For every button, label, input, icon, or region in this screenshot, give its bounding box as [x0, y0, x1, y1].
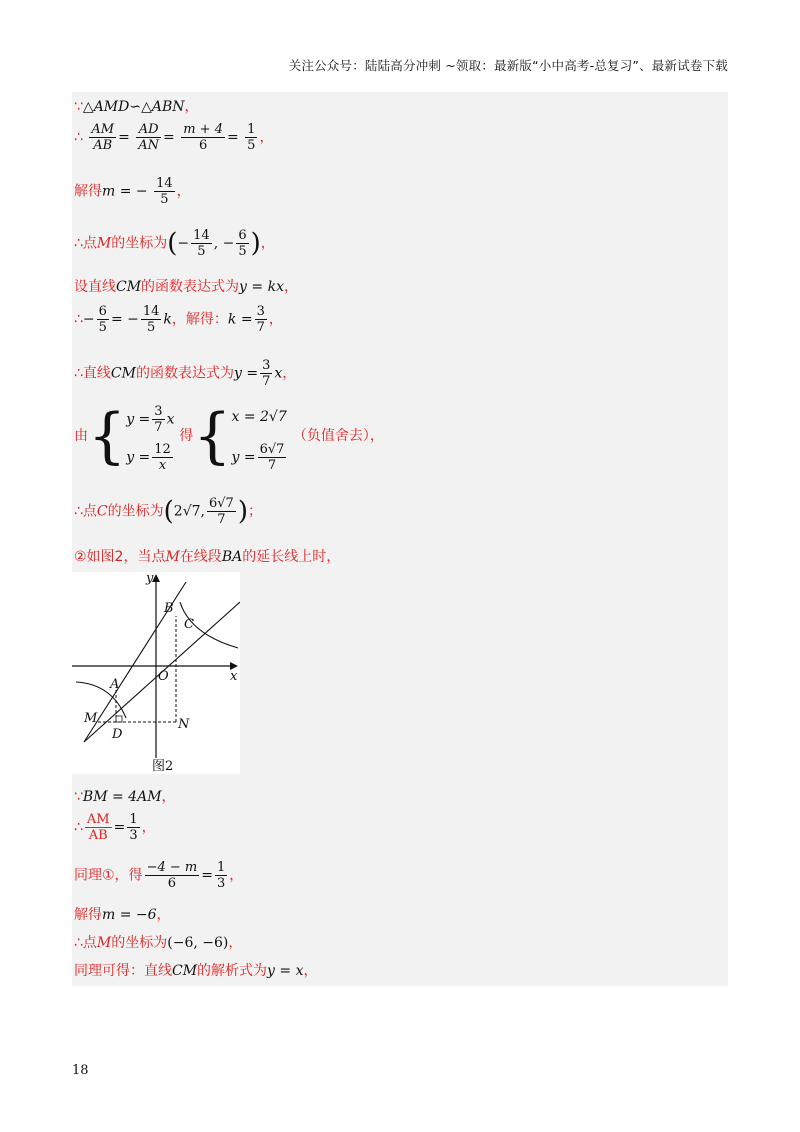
figure-2-diagram — [72, 572, 240, 774]
line-case-two: ②如图2，当点M在线段BA的延长线上时， — [74, 549, 341, 565]
label-d: D — [112, 727, 123, 742]
line-point-c: ∴点C的坐标为(2√7, $\frac{6√7}{7}$ )； — [74, 496, 262, 527]
fraction: $\frac{14}{5}$ — [156, 176, 173, 207]
line-similar-triangles: ∵△AMD∽△ABN， — [74, 99, 199, 115]
coordinate-diagram — [72, 572, 240, 774]
line-point-m: ∴点M的坐标为(− $\frac{14}{5}$ , − $\frac{6}{5}$ )， — [74, 228, 275, 259]
fraction: $\frac{AM}{AB}$ — [91, 122, 115, 153]
label-m: M — [84, 711, 98, 726]
page-header: 关注公众号：陆陆高分冲刺 ~领取：最新版“小中高考-总复习”、最新试卷下载 — [288, 58, 728, 73]
label-b: B — [164, 601, 174, 616]
fraction: $\frac{1}{5}$ — [247, 122, 256, 153]
line-cm-analytic: 同理可得：直线CM的解析式为y = x， — [74, 963, 318, 979]
line-solve-m: 解得m = − $\frac{14}{5}$ ， — [74, 176, 191, 207]
line-ratio: ∴ $\frac{AM}{AB}$ = $\frac{AD}{AN}$ = $\frac{m + 4}{6}$ = $\frac{1}{5}$ ， — [74, 122, 274, 153]
fraction: $\frac{m + 4}{6}$ — [183, 122, 223, 153]
line-solve-m2: 解得m = −6， — [74, 907, 171, 923]
line-am-ab-ratio: ∴ $\frac{AM}{AB}$ = $\frac{1}{3}$ ， — [74, 812, 156, 843]
line-similarly: 同理①，得 $\frac{-4 - m}{6}$ = $\frac{1}{3}$ ， — [74, 860, 244, 891]
label-n: N — [178, 717, 190, 732]
label-a: A — [110, 677, 120, 692]
label-c: C — [184, 617, 194, 632]
label-origin: O — [158, 669, 169, 684]
line-point-m2: ∴点M的坐标为(−6, −6)， — [74, 935, 243, 951]
page-number: 18 — [72, 1063, 89, 1078]
solution-panel — [72, 92, 728, 986]
figure-caption: 图2 — [152, 759, 174, 774]
line-system: 由{ y = $\frac{3}{7}$ x y = $\frac{12}{x}$ 得{ x = 2√7 y = $\frac{6√7}{7}$ （负值舍去）， — [74, 401, 384, 473]
line-solve-k: ∴− $\frac{6}{5}$ = − $\frac{14}{5}$ k，解得：k = $\frac{3}{7}$ ， — [74, 304, 283, 335]
line-cm-expression: ∴直线CM的函数表达式为y = $\frac{3}{7}$ x， — [74, 358, 297, 389]
line-bm-am: ∵BM = 4AM， — [74, 789, 176, 805]
line-set-cm: 设直线CM的函数表达式为y = kx， — [74, 279, 298, 295]
label-y: y — [146, 572, 154, 586]
label-x: x — [230, 669, 238, 684]
fraction: $\frac{AD}{AN}$ — [138, 122, 160, 153]
